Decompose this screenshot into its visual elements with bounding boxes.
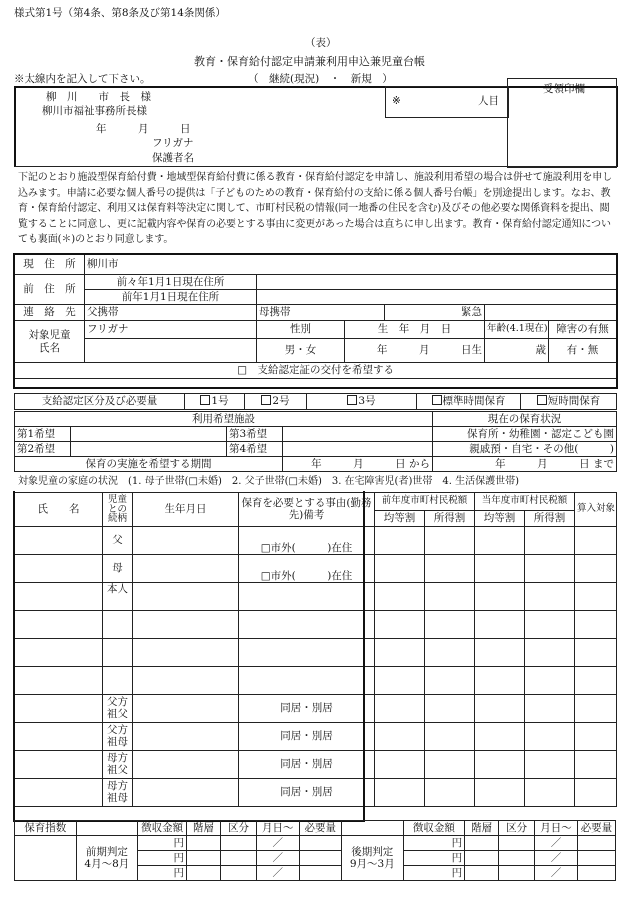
child-name-label: 対象児童 氏名 xyxy=(15,321,85,363)
relation-mother: 母 xyxy=(103,555,133,583)
fee-need-header-1: 必要量 xyxy=(299,821,341,836)
choice-4-field[interactable] xyxy=(283,442,433,457)
table-row xyxy=(15,723,617,751)
instruction-note: ※太線内を記入して下さい。 xyxy=(14,73,151,85)
current-status-option-1[interactable]: 保育所・幼稚園・認定こども園 xyxy=(433,427,617,442)
table-row xyxy=(15,779,617,807)
cohab-pgf[interactable]: 同居・別居 xyxy=(239,695,375,723)
choice-1-label: 第1希望 xyxy=(15,427,71,442)
fee-amount-header-2: 徴収金額 xyxy=(403,821,465,836)
standard-hours[interactable]: 標準時間保育 xyxy=(417,394,521,410)
second-slash-2: ／ xyxy=(535,851,577,866)
choice-1-field[interactable] xyxy=(71,427,227,442)
period-from-field[interactable]: 年 月 日 から xyxy=(283,457,433,472)
table-row xyxy=(15,639,617,667)
previous-address-two-years-field[interactable] xyxy=(257,275,617,290)
cohab-pgm[interactable]: 同居・別居 xyxy=(239,723,375,751)
table-row xyxy=(15,667,617,695)
current-status-option-2[interactable]: 親戚預・自宅・その他( ) xyxy=(433,442,617,457)
choice-4-label: 第4希望 xyxy=(227,442,283,457)
second-yen-3: 円 xyxy=(403,866,465,881)
choice-2-label: 第2希望 xyxy=(15,442,71,457)
father-outside-checkbox[interactable]: □市外( )在住 xyxy=(239,527,375,555)
fee-month-header-1: 月日～ xyxy=(257,821,299,836)
second-yen-1: 円 xyxy=(403,836,465,851)
category-table xyxy=(14,393,617,410)
category-2[interactable]: 2号 xyxy=(245,394,307,410)
table-row xyxy=(15,583,617,611)
fee-class-header-1: 区分 xyxy=(220,821,256,836)
table-row xyxy=(15,695,617,723)
table-row xyxy=(15,751,617,779)
short-hours[interactable]: 短時間保育 xyxy=(521,394,617,410)
child-dob-label: 生 年 月 日 xyxy=(345,321,485,339)
table-row xyxy=(15,611,617,639)
first-yen-2: 円 xyxy=(138,851,187,866)
current-address-label: 現 住 所 xyxy=(15,255,85,275)
first-slash-2: ／ xyxy=(257,851,299,866)
certificate-request-checkbox[interactable]: □ 支給認定証の交付を希望する xyxy=(15,363,617,379)
guardian-name-label: 保護者名 xyxy=(152,152,194,164)
cohab-mgf[interactable]: 同居・別居 xyxy=(239,751,375,779)
first-yen-1: 円 xyxy=(138,836,187,851)
fee-need-header-2: 必要量 xyxy=(577,821,615,836)
facilities-header: 利用希望施設 xyxy=(15,412,433,427)
period-to-field[interactable]: 年 月 日 まで xyxy=(433,457,617,472)
application-date: 年 月 日 xyxy=(96,123,191,135)
second-period-label: 後期判定 9月～3月 xyxy=(342,836,404,881)
application-kind: （ 継続(現況) ・ 新規 ） xyxy=(248,73,393,85)
choice-3-label: 第3希望 xyxy=(227,427,283,442)
category-3[interactable]: 3号 xyxy=(307,394,417,410)
relation-father: 父 xyxy=(103,527,133,555)
prev-year-tax-header: 前年度市町村民税額 xyxy=(375,493,475,511)
fee-amount-header-1: 徴収金額 xyxy=(138,821,187,836)
choice-3-field[interactable] xyxy=(283,427,433,442)
first-period-label: 前期判定 4月～8月 xyxy=(76,836,138,881)
fee-tier-header-1: 階層 xyxy=(187,821,221,836)
prev-equal-header: 均等割 xyxy=(375,511,425,527)
receipt-star: ※ xyxy=(392,95,401,107)
child-dob-field[interactable]: 年 月 日生 xyxy=(345,339,485,363)
cur-year-tax-header: 当年度市町村民税額 xyxy=(475,493,575,511)
child-age-label: 年齢(4.1現在) xyxy=(485,321,549,339)
fee-index-label: 保育指数 xyxy=(15,821,77,836)
fee-class-header-2: 区分 xyxy=(499,821,535,836)
guardian-furigana-label: フリガナ xyxy=(152,137,194,149)
mother-outside-checkbox[interactable]: □市外( )在住 xyxy=(239,555,375,583)
form-number: 様式第1号（第4条、第8条及び第14条関係） xyxy=(14,7,226,19)
child-disability-options[interactable]: 有・無 xyxy=(549,339,617,363)
first-slash-3: ／ xyxy=(257,866,299,881)
family-table xyxy=(14,492,617,807)
receipt-stamp-label: 受領印欄 xyxy=(543,83,585,95)
period-label: 保育の実施を希望する期間 xyxy=(15,457,283,472)
current-address-field[interactable]: 柳川市 xyxy=(85,255,617,275)
consent-statement: 下記のとおり施設型保育給付費・地域型保育給付費に係る教育・保育給付認定を申請し、施設利用希望の場合は併せて施設利用を申し込みます。申請に必要な個人番号の提供は「子どものための教育・保育給付の支給に係る個人番号台帳」を別途提出します。なお、教育・保育給付認定、利用又は保育料等決定に関して、市町村民税の情報(同一地番の住民を含む)及びその他必要な関係資料を提出、閲覧することに同意し、更に記載内容や保育の必要とする事由に変更があった場合は直ちに申し出ます。教育・保育給付認定通知についても裏面(＊)のとおり同意します。 xyxy=(18,172,612,245)
child-disability-label: 障害の有無 xyxy=(549,321,617,339)
child-furigana-field[interactable]: フリガナ xyxy=(85,321,257,339)
child-sex-label: 性別 xyxy=(257,321,345,339)
category-1[interactable]: 1号 xyxy=(185,394,245,410)
relation-paternal-grandmother: 父方祖母 xyxy=(103,723,133,751)
first-slash-1: ／ xyxy=(257,836,299,851)
category-label: 支給認定区分及び必要量 xyxy=(15,394,185,410)
mother-mobile-field[interactable]: 母携帯 xyxy=(257,305,385,321)
cohab-mgm[interactable]: 同居・別居 xyxy=(239,779,375,807)
receipt-person-count: 人目 xyxy=(478,95,499,107)
child-sex-options[interactable]: 男・女 xyxy=(257,339,345,363)
applicant-info-table xyxy=(14,254,617,379)
emergency-label: 緊急 xyxy=(385,305,485,321)
choice-2-field[interactable] xyxy=(71,442,227,457)
family-relation-header: 児童との続柄 xyxy=(103,493,133,527)
cur-income-header: 所得割 xyxy=(525,511,575,527)
relation-paternal-grandfather: 父方祖父 xyxy=(103,695,133,723)
child-name-field[interactable] xyxy=(85,339,257,363)
relation-maternal-grandfather: 母方祖父 xyxy=(103,751,133,779)
relation-self: 本人 xyxy=(103,583,133,611)
family-reason-header: 保育を必要とする事由(勤務先)備考 xyxy=(239,493,375,527)
child-age-field[interactable]: 歳 xyxy=(485,339,549,363)
facilities-table xyxy=(14,411,617,472)
addressee-welfare: 柳川市福祉事務所長様 xyxy=(42,105,147,117)
fee-tier-header-2: 階層 xyxy=(465,821,499,836)
form-title: 教育・保育給付認定申請兼利用申込兼児童台帳 xyxy=(194,55,425,68)
prev-income-header: 所得割 xyxy=(425,511,475,527)
emergency-field[interactable] xyxy=(485,305,617,321)
previous-address-one-year-field[interactable] xyxy=(257,290,617,305)
family-name-header: 氏 名 xyxy=(15,493,103,527)
previous-address-two-years: 前々年1月1日現在住所 xyxy=(85,275,257,290)
table-row xyxy=(15,555,617,583)
family-dob-header: 生年月日 xyxy=(133,493,239,527)
father-mobile-field[interactable]: 父携帯 xyxy=(85,305,257,321)
fee-table xyxy=(14,820,616,881)
current-status-header: 現在の保育状況 xyxy=(433,412,617,427)
relation-maternal-grandmother: 母方祖母 xyxy=(103,779,133,807)
first-yen-3: 円 xyxy=(138,866,187,881)
previous-address-one-year: 前年1月1日現在住所 xyxy=(85,290,257,305)
form-side-label: （表） xyxy=(305,37,337,49)
second-yen-2: 円 xyxy=(403,851,465,866)
table-row xyxy=(15,527,617,555)
second-slash-1: ／ xyxy=(535,836,577,851)
second-slash-3: ／ xyxy=(535,866,577,881)
target-header: 算入対象 xyxy=(575,493,617,527)
previous-address-label: 前 住 所 xyxy=(15,275,85,305)
contact-label: 連 絡 先 xyxy=(15,305,85,321)
cur-equal-header: 均等割 xyxy=(475,511,525,527)
addressee-mayor: 柳 川 市 長 様 xyxy=(46,91,151,103)
family-status-line[interactable]: 対象児童の家庭の状況 (1. 母子世帯(□未婚) 2. 父子世帯(□未婚) 3. 在宅障害児(者)世帯 4. 生活保護世帯) xyxy=(18,476,519,487)
fee-month-header-2: 月日～ xyxy=(535,821,577,836)
